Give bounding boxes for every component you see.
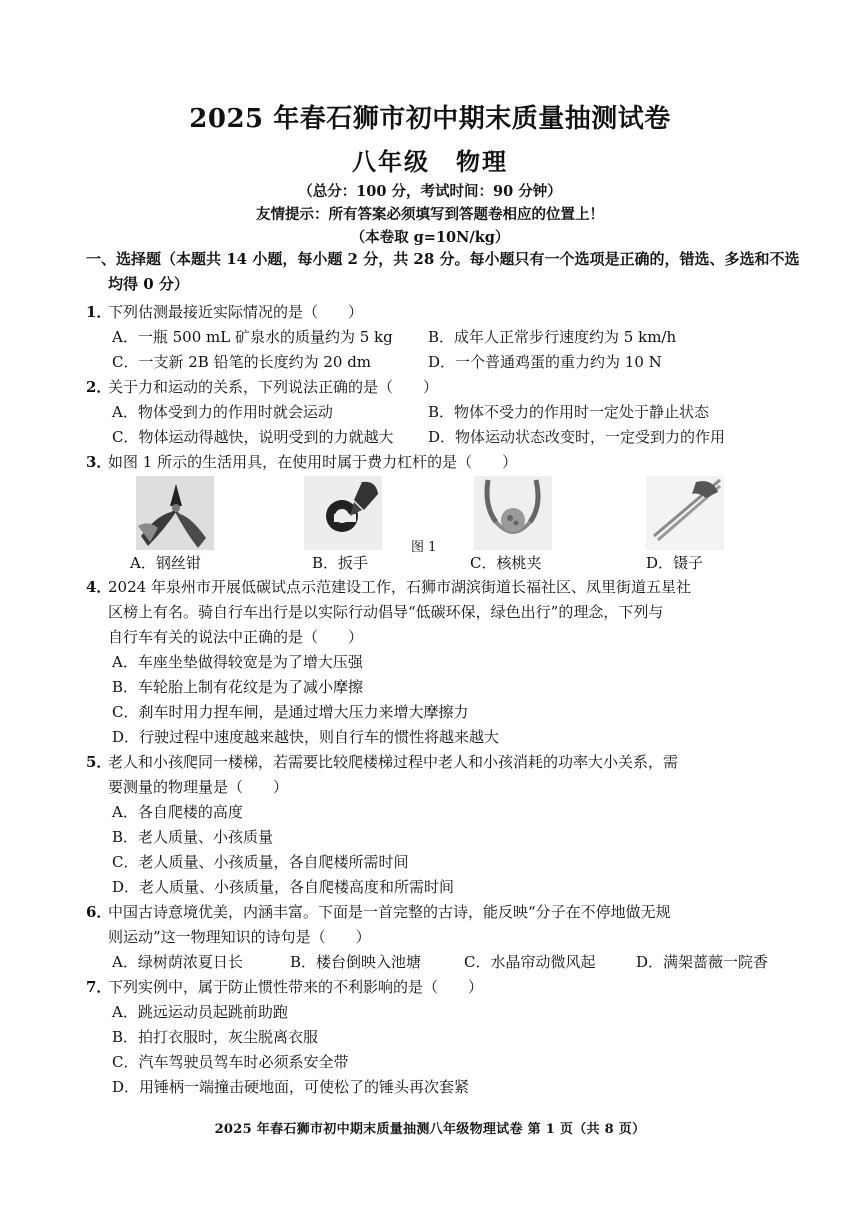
option-b: B．成年人正常步行速度约为 5 km/h [428, 328, 677, 346]
question-2 [86, 375, 786, 450]
question-number: 4． [86, 578, 112, 596]
option-a: A．物体受到力的作用时就会运动 [112, 403, 333, 421]
question-text: 自行车有关的说法中正确的是（ ） [108, 628, 364, 646]
option-b: B．老人质量、小孩质量 [112, 828, 274, 846]
g-note: （本卷取 g=10N/kg） [350, 229, 510, 246]
option-b: B．扳手 [312, 554, 369, 572]
nutcracker-icon [474, 476, 552, 550]
option-d: D．满架蔷薇一院香 [636, 953, 769, 971]
question-text: 2024 年泉州市开展低碳试点示范建设工作，石狮市湖滨街道长福社区、凤里街道五星社 [108, 578, 691, 596]
option-a: A．车座坐垫做得较宽是为了增大压强 [112, 653, 363, 671]
question-text: 则运动”这一物理知识的诗句是（ ） [108, 928, 371, 946]
pliers-icon [136, 476, 214, 550]
option-a: A．各自爬楼的高度 [112, 803, 243, 821]
question-text: 老人和小孩爬同一楼梯，若需要比较爬楼梯过程中老人和小孩消耗的功率大小关系，需 [108, 753, 679, 771]
option-c: C．一支新 2B 铅笔的长度约为 20 dm [112, 353, 372, 371]
question-4 [86, 575, 786, 750]
wrench-icon [304, 476, 382, 550]
option-b: B．楼台倒映入池塘 [290, 953, 422, 971]
question-3 [86, 450, 786, 475]
exam-subtitle: 八年级 物理 [352, 147, 508, 176]
option-d: D．用锤柄一端撞击硬地面，可使松了的锤头再次套紧 [112, 1078, 470, 1096]
section-heading: 一、选择题（本题共 14 小题，每小题 2 分，共 28 分。每小题只有一个选项是正确的，错选、多选和不选均得 0 分） [86, 250, 800, 293]
exam-info: （总分：100 分，考试时间：90 分钟） [298, 183, 562, 200]
question-number: 1． [86, 303, 112, 321]
option-a: A．一瓶 500 mL 矿泉水的质量约为 5 kg [112, 328, 393, 346]
option-c: C．汽车驾驶员驾车时必须系安全带 [112, 1053, 349, 1071]
question-text: 如图 1 所示的生活用具，在使用时属于费力杠杆的是（ ） [108, 453, 518, 471]
option-d: D．行驶过程中速度越来越快，则自行车的惯性将越来越大 [112, 728, 500, 746]
option-b: B．车轮胎上制有花纹是为了减小摩擦 [112, 678, 364, 696]
question-text: 中国古诗意境优美，内涵丰富。下面是一首完整的古诗，能反映“分子在不停地做无规 [108, 903, 671, 921]
exam-tip: 友情提示：所有答案必须填写到答题卷相应的位置上！ [256, 206, 604, 223]
question-number: 3． [86, 453, 112, 471]
option-c: C．物体运动得越快，说明受到的力就越大 [112, 428, 394, 446]
question-number: 5． [86, 753, 112, 771]
question-6 [86, 900, 786, 975]
option-c: C．刹车时用力捏车闸，是通过增大压力来增大摩擦力 [112, 703, 469, 721]
option-c: C．老人质量、小孩质量，各自爬楼所需时间 [112, 853, 409, 871]
question-text: 下列实例中，属于防止惯性带来的不利影响的是（ ） [108, 978, 484, 996]
exam-title: 2025 年春石狮市初中期末质量抽测试卷 [189, 104, 671, 134]
page-footer: 2025 年春石狮市初中期末质量抽测八年级物理试卷 第 1 页（共 8 页） [214, 1122, 646, 1137]
option-b: B．拍打衣服时，灰尘脱离衣服 [112, 1028, 319, 1046]
question-number: 2． [86, 378, 112, 396]
option-c: C．水晶帘动微风起 [464, 953, 596, 971]
option-d: D．镊子 [646, 554, 704, 572]
tweezers-icon [646, 476, 724, 550]
option-d: D．物体运动状态改变时，一定受到力的作用 [428, 428, 726, 446]
option-a: A．跳远运动员起跳前助跑 [112, 1003, 288, 1021]
option-d: D．一个普通鸡蛋的重力约为 10 N [428, 353, 662, 371]
question-text: 区榜上有名。骑自行车出行是以实际行动倡导“低碳环保，绿色出行”的理念，下列与 [108, 603, 664, 621]
option-a: A．绿树荫浓夏日长 [112, 953, 243, 971]
figure-label: 图 1 [411, 540, 437, 555]
option-b: B．物体不受力的作用时一定处于静止状态 [428, 403, 710, 421]
question-number: 6． [86, 903, 112, 921]
option-a: A．钢丝钳 [130, 554, 201, 572]
figure-1 [86, 476, 786, 574]
question-text: 下列估测最接近实际情况的是（ ） [108, 303, 364, 321]
option-d: D．老人质量、小孩质量，各自爬楼高度和所需时间 [112, 878, 455, 896]
question-text: 关于力和运动的关系，下列说法正确的是（ ） [108, 378, 439, 396]
question-text: 要测量的物理量是（ ） [108, 778, 289, 796]
question-5 [86, 750, 786, 900]
option-c: C．核桃夹 [470, 554, 542, 572]
question-7 [86, 975, 786, 1100]
question-1 [86, 300, 786, 375]
question-number: 7． [86, 978, 112, 996]
